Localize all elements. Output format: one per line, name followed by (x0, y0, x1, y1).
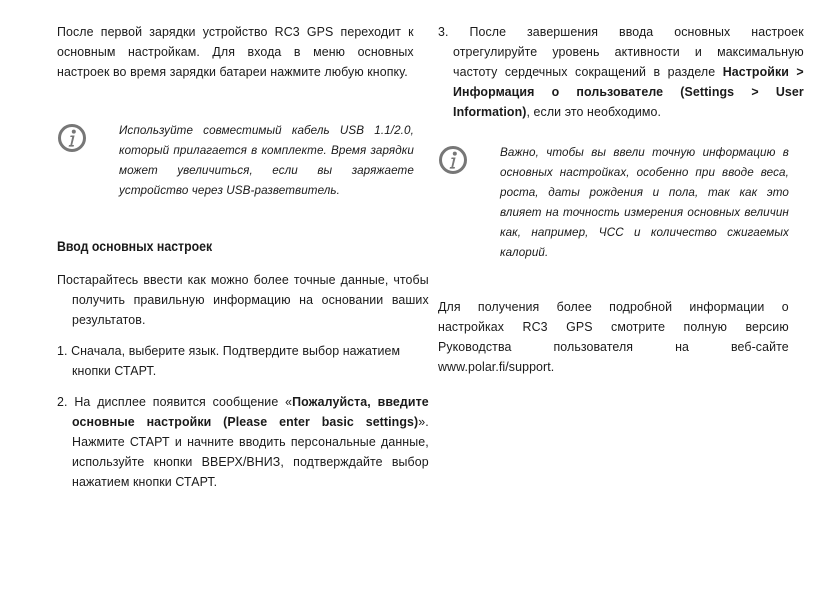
right-column (438, 22, 804, 377)
accuracy-paragraph: Постарайтесь ввести как можно более точные данные, чтобы получить правильную информацию на основании ваших результатов. (57, 272, 429, 327)
info-icon (57, 123, 87, 153)
step-2-message: Пожалуйста, введите основные настройки (Please enter basic settings) (72, 394, 429, 429)
outro-paragraph: Для получения более подробной информации о настройках RC3 GPS смотрите полную версию Руководства пользователя на веб-сайте www.polar.fi/support. (438, 299, 789, 374)
step-3: 3. После завершения ввода основных настроек отрегулируйте уровень активности и максимальную частоту сердечных сокращений в разделе Настройки > Информация о пользователе (Settings > User Information), если это необходимо. (438, 24, 804, 119)
left-column (57, 22, 429, 492)
step-2: 2. На дисплее появится сообщение «Пожалуйста, введите основные настройки (Please enter basic settings)». Нажмите СТАРТ и начните вводить персональные данные, используйте кнопки ВВЕРХ/ВНИЗ, подтверждайте выбор нажатием кнопки СТАРТ. (57, 394, 429, 489)
accuracy-note (438, 142, 790, 262)
intro-paragraph: После первой зарядки устройство RC3 GPS переходит к основным настройкам. Для входа в меню основных настроек во время зарядки батареи нажмите любую кнопку. (57, 24, 414, 79)
step-1: 1. Сначала, выберите язык. Подтвердите выбор нажатием кнопки СТАРТ. (57, 343, 401, 378)
info-icon (438, 145, 468, 175)
accuracy-note-text: Важно, чтобы вы ввели точную информацию в основных настройках, особенно при вводе веса, роста, даты рождения и пола, так как это влияет на точность измерения основных величин как, например, ЧСС и количество сжигаемых калорий. (500, 145, 789, 259)
step-3-menu-path: Настройки > Информация о пользователе (Settings > User Information) (453, 64, 804, 119)
usb-note (57, 120, 415, 200)
usb-note-text: Используйте совместимый кабель USB 1.1/2.0, который прилагается в комплекте. Время зарядки может увеличиться, если вы заряжаете устройство через USB-разветвитель. (119, 123, 414, 197)
section-heading: Ввод основных настроек (57, 239, 213, 254)
